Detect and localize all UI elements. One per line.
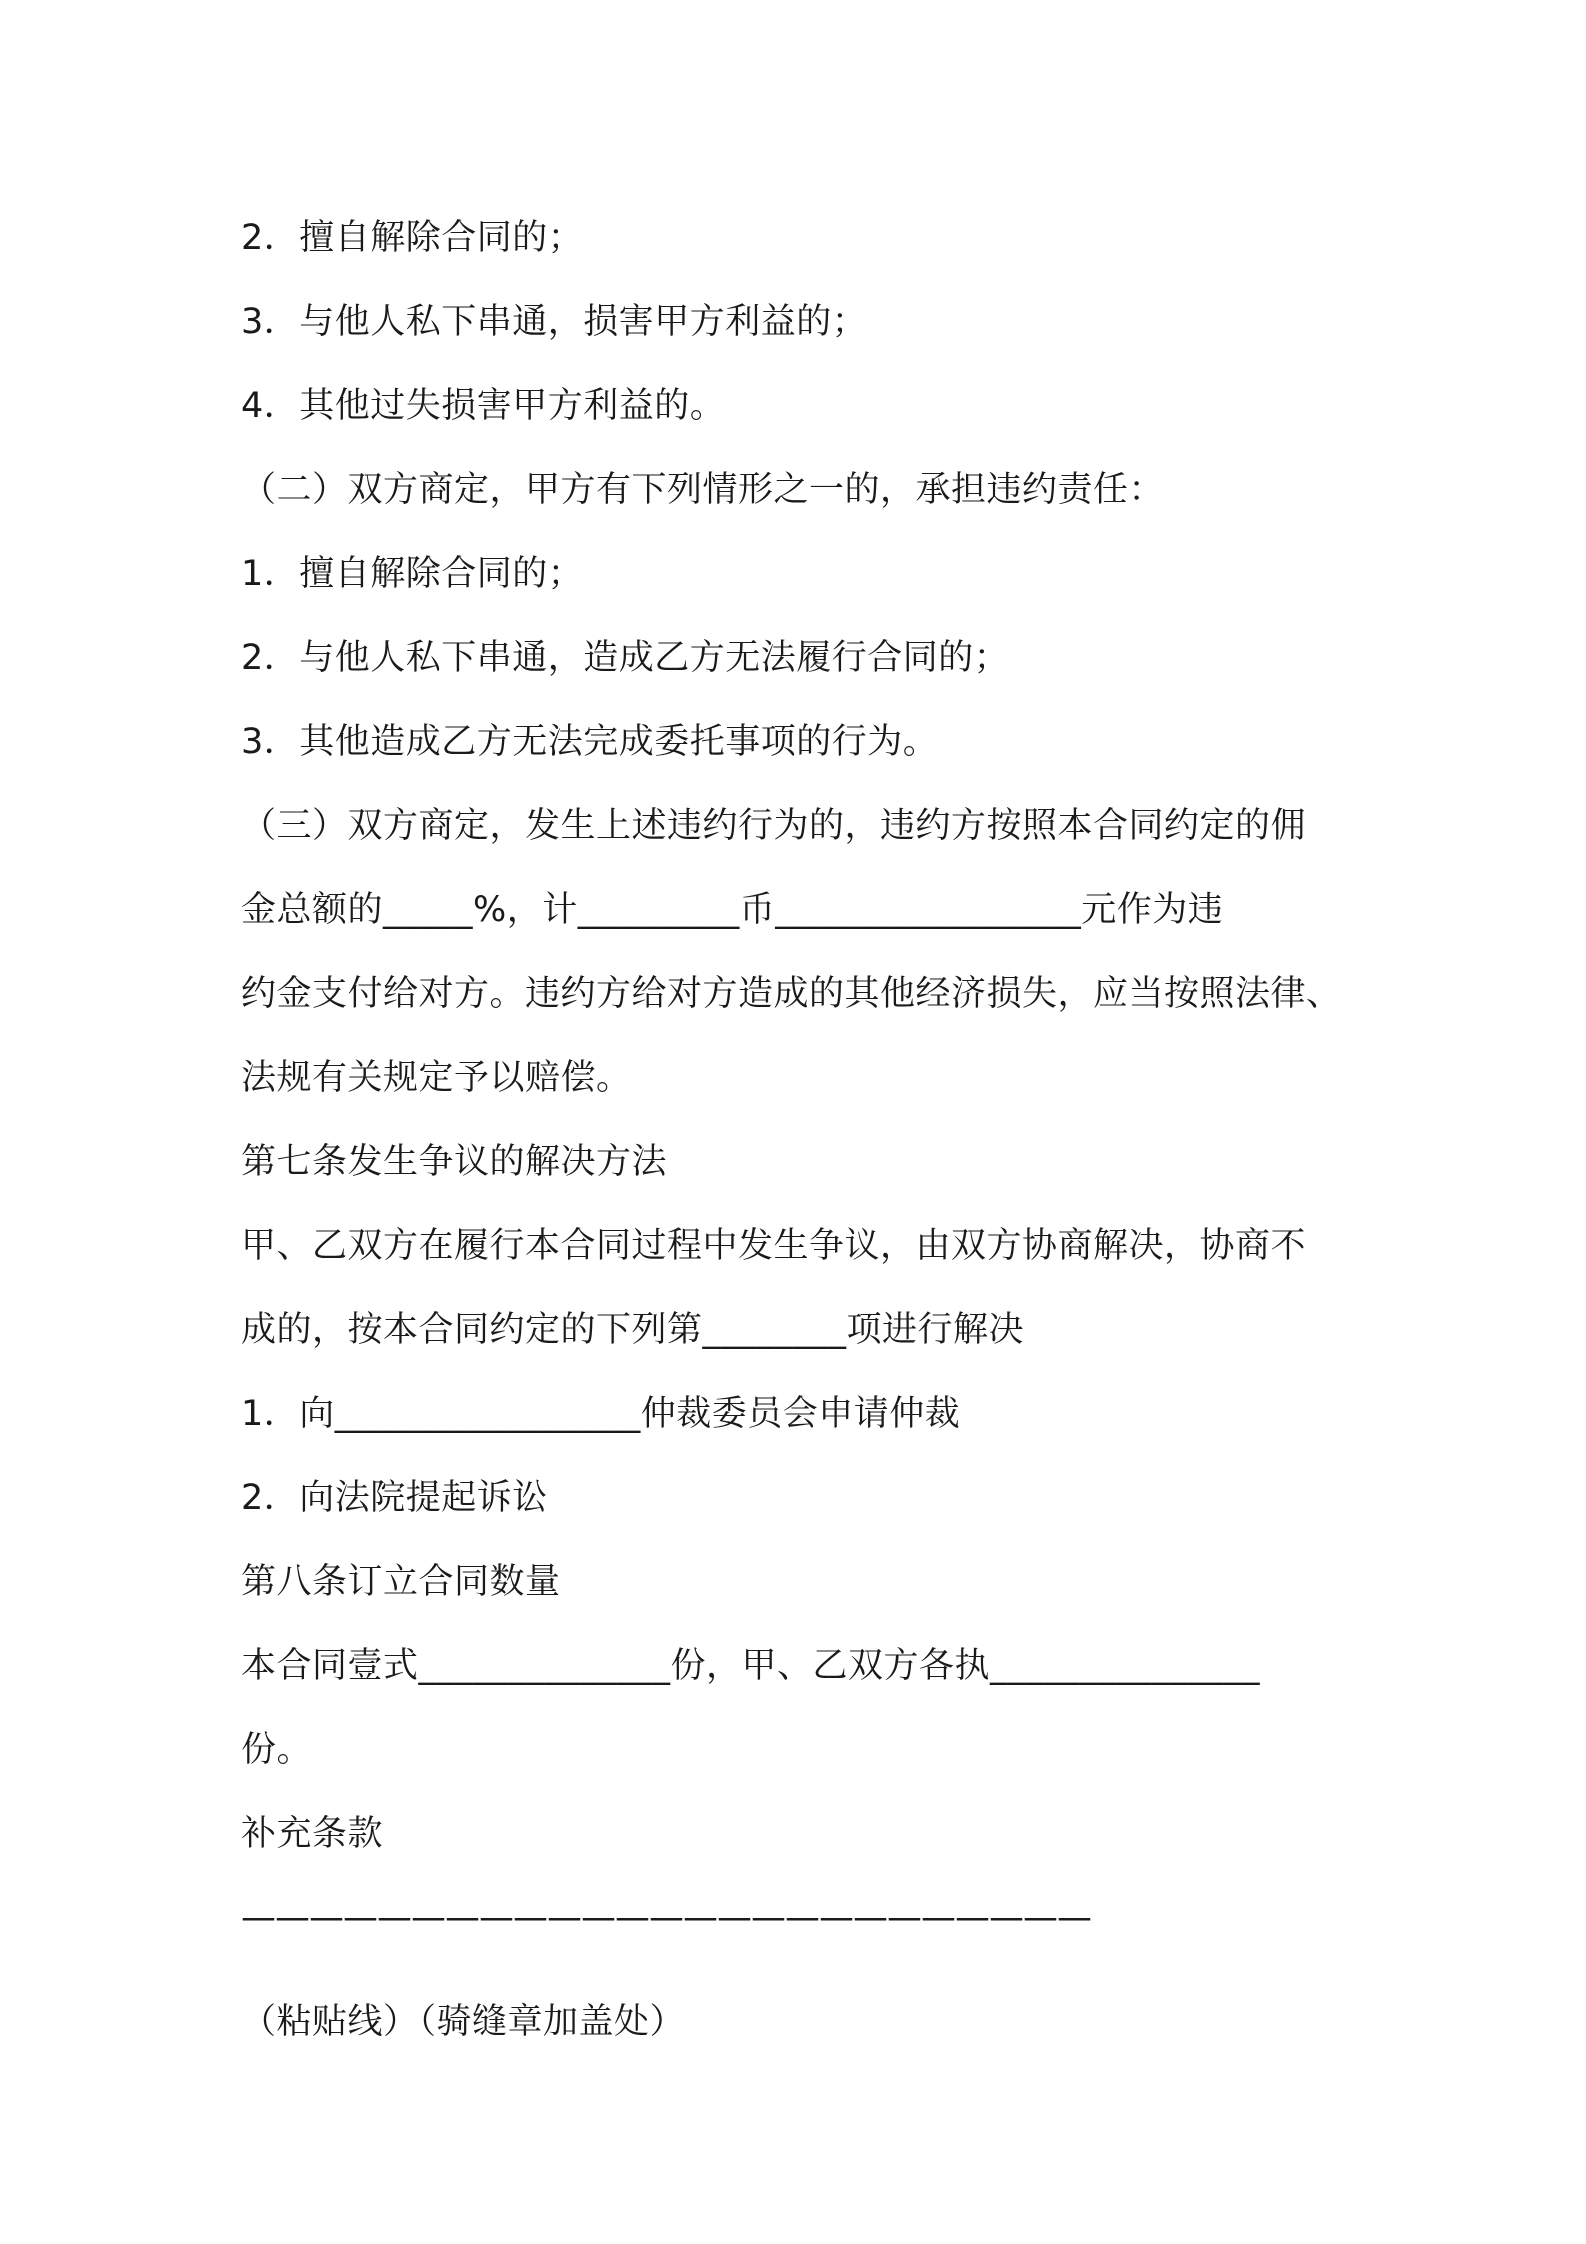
seal-note: （粘贴线）（骑缝章加盖处） — [241, 2002, 686, 2042]
paragraph-line: 甲、乙双方在履行本合同过程中发生争议，由双方协商解决，协商不 — [241, 1226, 1307, 1266]
divider-dashes: ————————————————————————— — [241, 1898, 1091, 1938]
supplementary-title: 补充条款 — [241, 1814, 384, 1854]
clause-line: 4．其他过失损害甲方利益的。 — [241, 386, 726, 426]
clause-line: 2．向法院提起诉讼 — [241, 1478, 548, 1518]
clause-line: 3．其他造成乙方无法完成委托事项的行为。 — [241, 722, 939, 762]
paragraph-line: 约金支付给对方。违约方给对方造成的其他经济损失，应当按照法律、 — [241, 974, 1342, 1014]
clause-line: 2．擅自解除合同的； — [241, 218, 584, 258]
document-body — [241, 196, 1361, 2064]
paragraph-line: 本合同壹式______________份，甲、乙双方各执_______________ — [241, 1646, 1261, 1686]
clause-line: 3．与他人私下串通，损害甲方利益的； — [241, 302, 868, 342]
clause-line: 1．擅自解除合同的； — [241, 554, 584, 594]
paragraph-line: 法规有关规定予以赔偿。 — [241, 1058, 632, 1098]
article-title: 第七条发生争议的解决方法 — [241, 1142, 668, 1182]
paragraph-line: 成的，按本合同约定的下列第________项进行解决 — [241, 1310, 1025, 1350]
clause-line: 1．向_________________仲裁委员会申请仲裁 — [241, 1394, 961, 1434]
paragraph-line: 份。 — [241, 1730, 313, 1770]
section-heading: （三）双方商定，发生上述违约行为的，违约方按照本合同约定的佣 — [241, 806, 1307, 846]
paragraph-line: 金总额的_____%，计_________币_________________元作为违 — [241, 890, 1224, 930]
article-title: 第八条订立合同数量 — [241, 1562, 561, 1602]
clause-line: 2．与他人私下串通，造成乙方无法履行合同的； — [241, 638, 1010, 678]
section-heading: （二）双方商定，甲方有下列情形之一的，承担违约责任： — [241, 470, 1165, 510]
